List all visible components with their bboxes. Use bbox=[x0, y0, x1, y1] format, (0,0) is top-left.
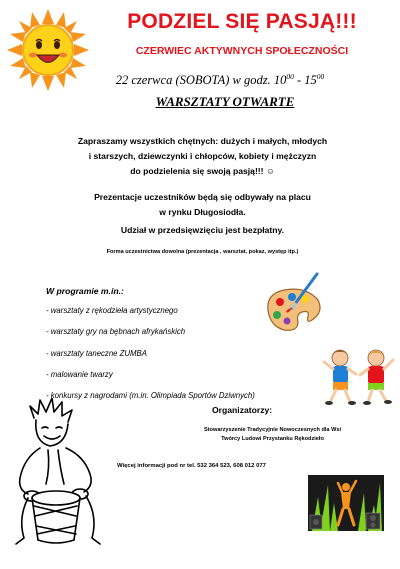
time-start-sup: 00 bbox=[286, 72, 294, 81]
list-item: - konkursy z nagrodami (m.in. Olimpiada Sportów Dziwnych) bbox=[46, 391, 255, 401]
event-subtitle: CZERWIEC AKTYWNYCH SPOŁECZNOŚCI bbox=[135, 45, 349, 57]
event-date bbox=[60, 72, 380, 88]
list-item: - malowanie twarzy bbox=[46, 369, 113, 379]
disco-dancer-illustration bbox=[308, 475, 384, 531]
programme-heading: W programie m.in.: bbox=[46, 286, 124, 296]
page-title: PODZIEL SIĘ PASJĄ!!! bbox=[127, 10, 357, 33]
presentation-text bbox=[40, 190, 365, 220]
invitation-line: i starszych, dziewczynki i chłopców, kobiety i mężczyzn bbox=[88, 151, 317, 161]
drummer-illustration bbox=[10, 398, 106, 548]
invitation-text bbox=[40, 134, 365, 179]
list-item: - warsztaty gry na bębnach afrykańskich bbox=[46, 327, 186, 337]
participation-form-text: Forma uczestnictwa dowolna (prezentacja , warsztat, pokaz, występ itp.) bbox=[106, 249, 299, 255]
organizers-names bbox=[150, 426, 395, 444]
paint-palette-icon bbox=[262, 270, 324, 336]
programme-list bbox=[46, 305, 255, 411]
invitation-line: Zapraszamy wszystkich chętnych: dużych i małych, młodych bbox=[77, 136, 328, 146]
list-item: - warsztaty z rękodzieła artystycznego bbox=[46, 306, 178, 315]
presentation-line: w rynku Długosiodła. bbox=[159, 207, 246, 217]
organizer-line: Twórcy Ludowi Przystanku Rękodzieło bbox=[221, 436, 324, 442]
free-participation-text: Udział w przedsięwzięciu jest bezpłatny. bbox=[120, 225, 285, 235]
date-text: 22 czerwca (SOBOTA) w godz. 10 bbox=[115, 73, 287, 88]
organizers-heading: Organizatorzy: bbox=[212, 405, 273, 415]
invitation-line: do podzielenia się swoją pasją!!! ☺ bbox=[130, 166, 275, 176]
contact-info: Więcej informacji pod nr tel. 532 364 523, 608 012 077 bbox=[117, 463, 266, 469]
list-item: - warsztaty taneczne ZUMBA bbox=[46, 348, 147, 358]
workshops-heading: WARSZTATY OTWARTE bbox=[155, 94, 295, 109]
time-end-sup: 00 bbox=[316, 72, 325, 81]
presentation-line: Prezentacje uczestników będą się odbywały na placu bbox=[94, 192, 311, 202]
dancing-kids-illustration bbox=[318, 344, 398, 408]
organizer-line: Stowarzyszenie Tradycyjnie Nowoczesnych dla Wsi bbox=[203, 427, 342, 433]
time-separator: - 15 bbox=[293, 73, 317, 88]
